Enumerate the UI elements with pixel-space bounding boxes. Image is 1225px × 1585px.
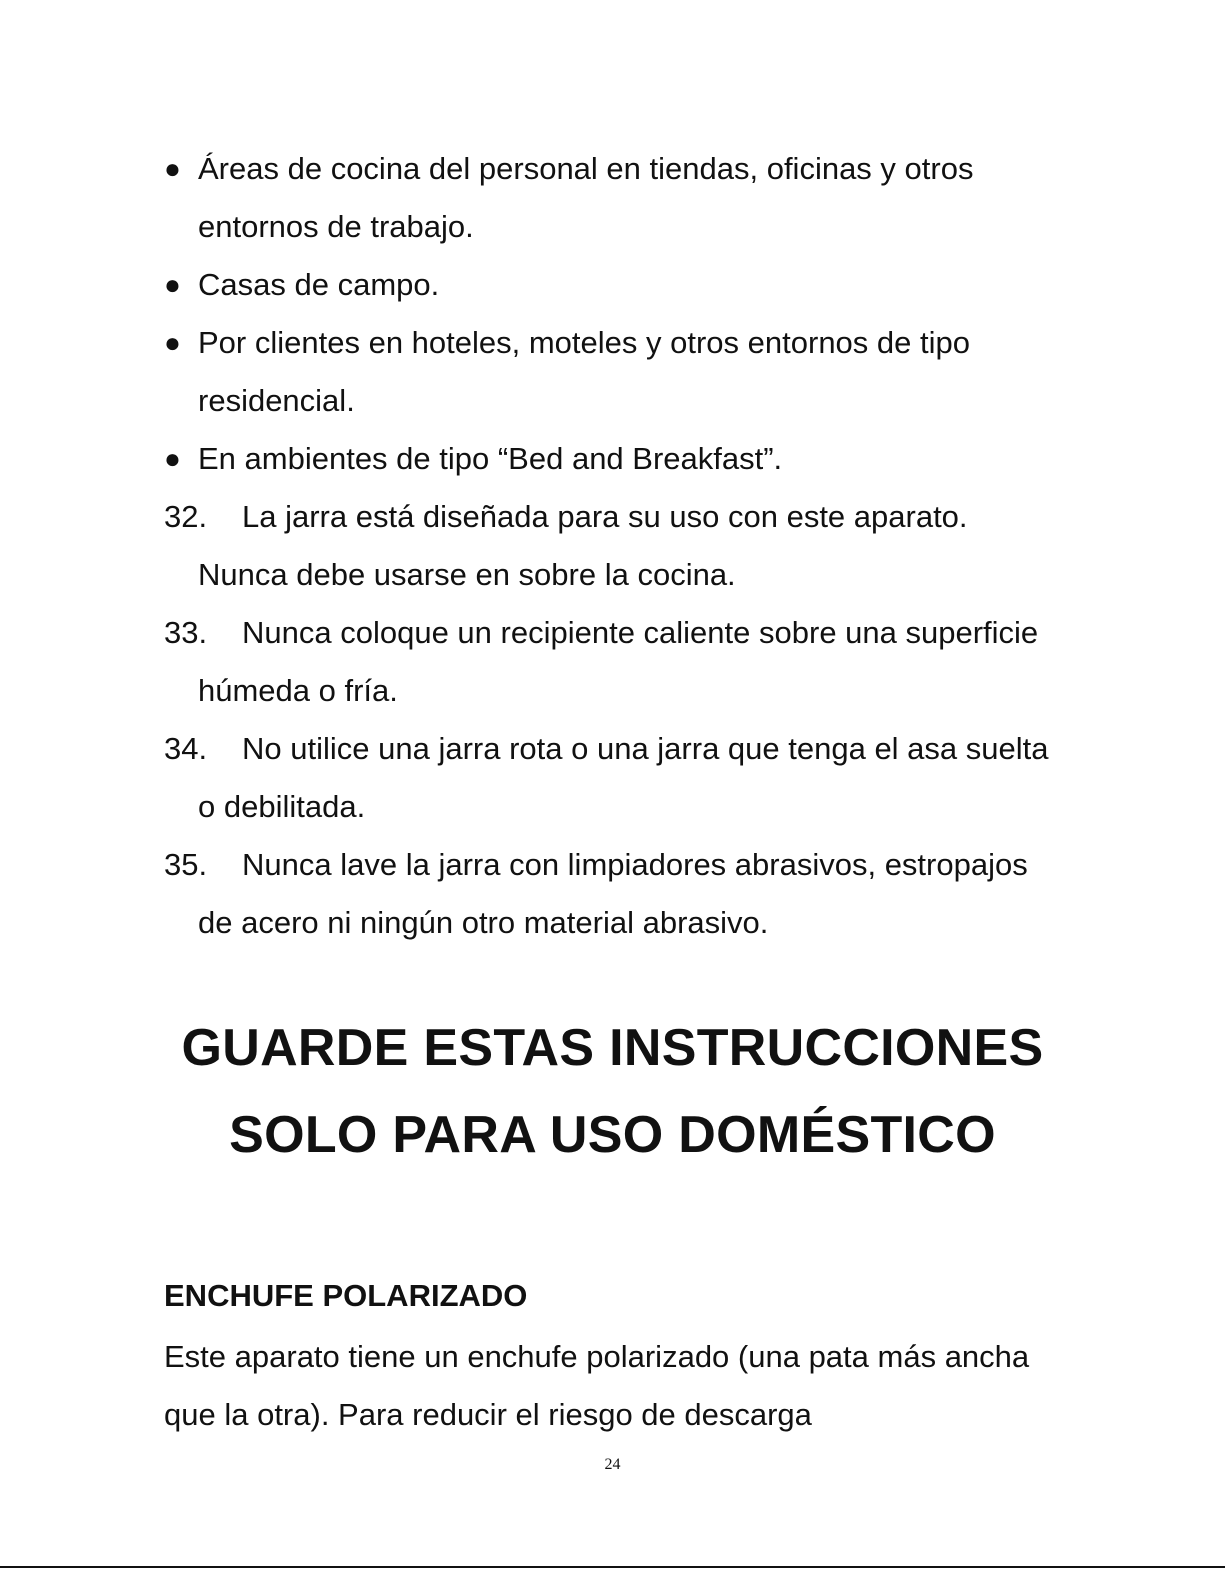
bullet-icon: ● (164, 327, 181, 358)
numbered-item (164, 836, 1064, 952)
page-number: 24 (604, 1456, 621, 1473)
item-number: 33. (164, 615, 208, 650)
item-number: 34. (164, 731, 208, 766)
item-text: La jarra está diseñada para su uso con este aparato. Nunca debe usarse en sobre la cocina. (198, 499, 968, 592)
numbered-item (164, 720, 1064, 836)
heading-save-instructions: GUARDE ESTAS INSTRUCCIONES (181, 1019, 1044, 1077)
item-text: Nunca lave la jarra con limpiadores abrasivos, estropajos de acero ni ningún otro material abrasivo. (198, 847, 1028, 940)
bullet-text: Por clientes en hoteles, moteles y otros entornos de tipo residencial. (198, 325, 970, 418)
bullet-item (164, 430, 1064, 488)
numbered-item (164, 604, 1064, 720)
bullet-text: En ambientes de tipo “Bed and Breakfast”. (198, 441, 783, 476)
item-number: 32. (164, 499, 208, 534)
instruction-list (164, 140, 1064, 952)
bullet-item (164, 140, 1064, 256)
item-text: Nunca coloque un recipiente caliente sobre una superficie húmeda o fría. (198, 615, 1039, 708)
bullet-item (164, 256, 1064, 314)
bullet-text: Áreas de cocina del personal en tiendas, oficinas y otros entornos de trabajo. (198, 151, 974, 244)
bullet-icon: ● (164, 443, 181, 474)
item-number: 35. (164, 847, 208, 882)
section-paragraph: Este aparato tiene un enchufe polarizado (una pata más ancha que la otra). Para reducir el riesgo de descarga (164, 1339, 1030, 1432)
bullet-icon: ● (164, 269, 181, 300)
item-text: No utilice una jarra rota o una jarra que tenga el asa suelta o debilitada. (198, 731, 1049, 824)
heading-household-use: SOLO PARA USO DOMÉSTICO (229, 1106, 996, 1164)
bullet-text: Casas de campo. (198, 267, 440, 302)
bullet-icon: ● (164, 153, 181, 184)
bottom-divider (0, 1566, 1225, 1568)
bullet-item (164, 314, 1064, 430)
section-title: ENCHUFE POLARIZADO (164, 1278, 528, 1313)
numbered-item (164, 488, 1064, 604)
